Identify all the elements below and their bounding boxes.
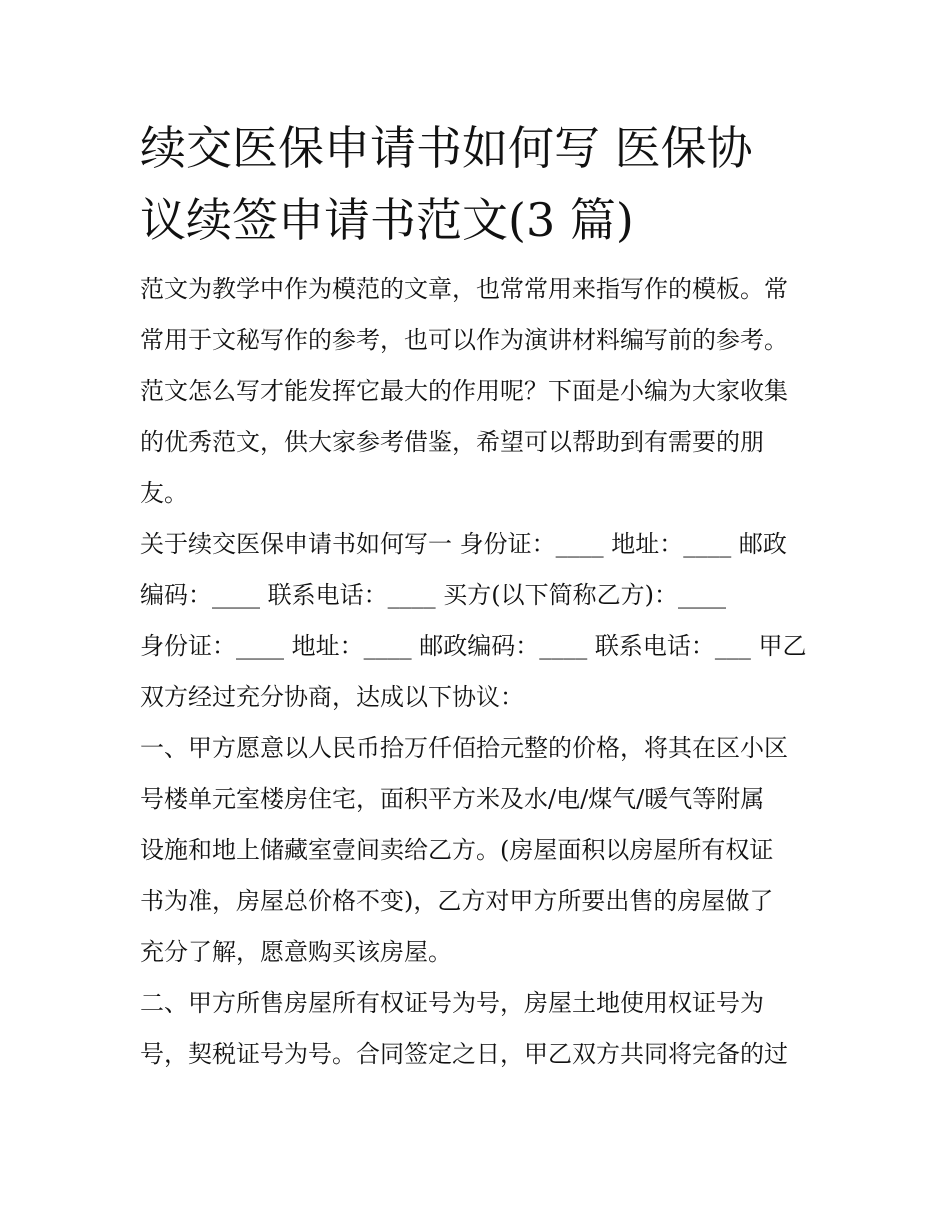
document-page <box>140 112 820 1080</box>
clause-one-paragraph: 一、甲方愿意以人民币拾万仟佰拾元整的价格，将其在区小区 号楼单元室楼房住宅，面积平方米及水/电/煤气/暖气等附属 设施和地上储藏室壹间卖给乙方。(房屋面积以房屋所有权证 书为准，房屋总价格不变)，乙方对甲方所要出售的房屋做了 充分了解，愿意购买该房屋。 <box>140 734 788 966</box>
parties-paragraph: 关于续交医保申请书如何写一 身份证：____ 地址：____ 邮政 编码：____ 联系电话：____ 买方(以下简称乙方)：____ 身份证：____ 地址：____ 邮政编码：____ 联系电话：___ 甲乙 双方经过充分协商，达成以下协议： <box>140 530 807 711</box>
intro-paragraph: 范文为教学中作为模范的文章，也常常用来指写作的模板。常 常用于文秘写作的参考，也可以作为演讲材料编写前的参考。 范文怎么写才能发挥它最大的作用呢？下面是小编为大家收集 的优秀范文，供大家参考借鉴，希望可以帮助到有需要的朋 友。 <box>140 275 788 507</box>
document-title: 续交医保申请书如何写 医保协 议续签申请书范文(3 篇) <box>140 121 753 247</box>
clause-two-paragraph: 二、甲方所售房屋所有权证号为号，房屋土地使用权证号为 号，契税证号为号。合同签定之日，甲乙双方共同将完备的过 <box>140 989 788 1068</box>
